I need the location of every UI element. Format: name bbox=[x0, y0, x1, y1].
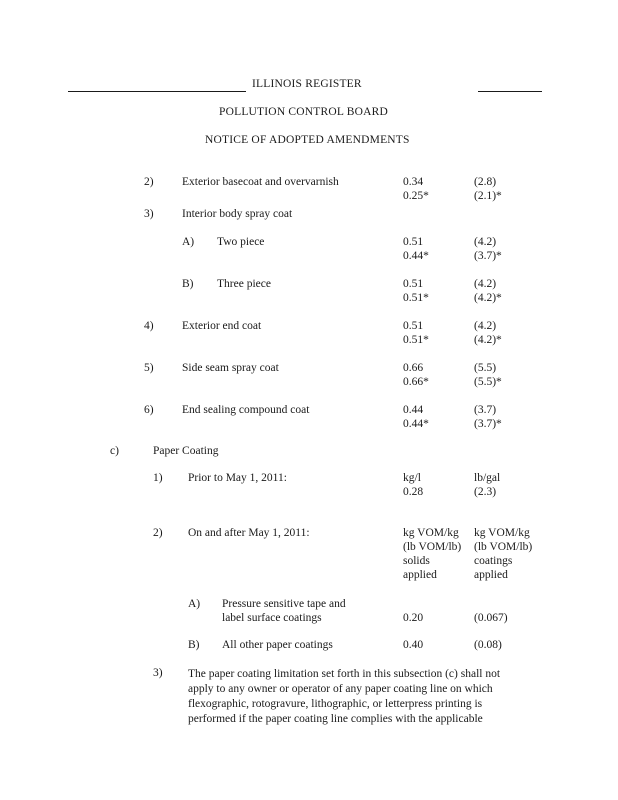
limit-lbgal-star: (5.5)* bbox=[474, 376, 502, 388]
col2-unit: coatings bbox=[474, 555, 513, 567]
item-number: 2) bbox=[153, 527, 163, 539]
notice-title: NOTICE OF ADOPTED AMENDMENTS bbox=[205, 134, 410, 146]
limit-coatings: (0.08) bbox=[474, 639, 502, 651]
paragraph-line: flexographic, rotogravure, lithographic, or letterpress printing is bbox=[188, 698, 483, 710]
limit-kgl-star: 0.66* bbox=[403, 376, 429, 388]
subitem-letter: B) bbox=[182, 278, 194, 290]
col1-unit: (lb VOM/lb) bbox=[403, 541, 462, 553]
board-title: POLLUTION CONTROL BOARD bbox=[219, 106, 389, 118]
col2-unit: (lb VOM/lb) bbox=[474, 541, 533, 553]
limit-lbgal: (4.2) bbox=[474, 236, 497, 248]
unit-kgl: kg/l bbox=[403, 472, 421, 484]
limit-lbgal: (2.3) bbox=[474, 486, 497, 498]
limit-lbgal-star: (3.7)* bbox=[474, 250, 502, 262]
subitem-label: Three piece bbox=[217, 278, 271, 290]
limit-kgl: 0.28 bbox=[403, 486, 424, 498]
item-label: Exterior basecoat and overvarnish bbox=[182, 176, 339, 188]
subitem-label: Two piece bbox=[217, 236, 265, 248]
limit-kgl-star: 0.44* bbox=[403, 418, 429, 430]
item-label: Interior body spray coat bbox=[182, 208, 293, 220]
item-label: Side seam spray coat bbox=[182, 362, 279, 374]
subitem-letter: B) bbox=[188, 639, 200, 651]
item-number: 2) bbox=[144, 176, 154, 188]
subitem-label: All other paper coatings bbox=[222, 639, 333, 651]
limit-lbgal-star: (2.1)* bbox=[474, 190, 502, 202]
limit-coatings: (0.067) bbox=[474, 612, 508, 624]
item-label: Prior to May 1, 2011: bbox=[188, 472, 287, 484]
register-title: ILLINOIS REGISTER bbox=[252, 78, 362, 90]
item-label: On and after May 1, 2011: bbox=[188, 527, 310, 539]
col1-unit: kg VOM/kg bbox=[403, 527, 459, 539]
limit-lbgal-star: (4.2)* bbox=[474, 334, 502, 346]
item-number: 1) bbox=[153, 472, 163, 484]
limit-kgl-star: 0.25* bbox=[403, 190, 429, 202]
item-number: 3) bbox=[153, 667, 163, 679]
item-label: Exterior end coat bbox=[182, 320, 262, 332]
limit-lbgal-star: (3.7)* bbox=[474, 418, 502, 430]
limit-kgl: 0.51 bbox=[403, 236, 424, 248]
limit-kgl: 0.34 bbox=[403, 176, 424, 188]
limit-kgl: 0.51 bbox=[403, 278, 424, 290]
limit-kgl: 0.66 bbox=[403, 362, 424, 374]
limit-kgl-star: 0.51* bbox=[403, 292, 429, 304]
header-rule-left bbox=[68, 91, 246, 92]
col2-unit: kg VOM/kg bbox=[474, 527, 530, 539]
limit-kgl-star: 0.51* bbox=[403, 334, 429, 346]
paragraph-line: performed if the paper coating line complies with the applicable bbox=[188, 713, 483, 725]
subitem-letter: A) bbox=[188, 598, 201, 610]
section-letter: c) bbox=[110, 445, 119, 457]
item-number: 3) bbox=[144, 208, 154, 220]
item-number: 6) bbox=[144, 404, 154, 416]
subitem-letter: A) bbox=[182, 236, 195, 248]
col2-unit: applied bbox=[474, 569, 508, 581]
item-number: 4) bbox=[144, 320, 154, 332]
unit-lbgal: lb/gal bbox=[474, 472, 501, 484]
limit-lbgal-star: (4.2)* bbox=[474, 292, 502, 304]
paragraph-line: The paper coating limitation set forth in this subsection (c) shall not bbox=[188, 668, 501, 680]
item-label: End sealing compound coat bbox=[182, 404, 310, 416]
limit-lbgal: (3.7) bbox=[474, 404, 497, 416]
col1-unit: applied bbox=[403, 569, 437, 581]
paragraph-line: apply to any owner or operator of any paper coating line on which bbox=[188, 683, 493, 695]
limit-kgl-star: 0.44* bbox=[403, 250, 429, 262]
section-title: Paper Coating bbox=[153, 445, 219, 457]
col1-unit: solids bbox=[403, 555, 430, 567]
limit-solids: 0.40 bbox=[403, 639, 424, 651]
subitem-label: Pressure sensitive tape and bbox=[222, 598, 346, 610]
header-rule-right bbox=[478, 91, 542, 92]
limit-lbgal: (2.8) bbox=[474, 176, 497, 188]
limit-lbgal: (4.2) bbox=[474, 278, 497, 290]
limit-solids: 0.20 bbox=[403, 612, 424, 624]
limit-lbgal: (5.5) bbox=[474, 362, 497, 374]
limit-lbgal: (4.2) bbox=[474, 320, 497, 332]
subitem-label: label surface coatings bbox=[222, 612, 322, 624]
item-number: 5) bbox=[144, 362, 154, 374]
limit-kgl: 0.44 bbox=[403, 404, 424, 416]
limit-kgl: 0.51 bbox=[403, 320, 424, 332]
